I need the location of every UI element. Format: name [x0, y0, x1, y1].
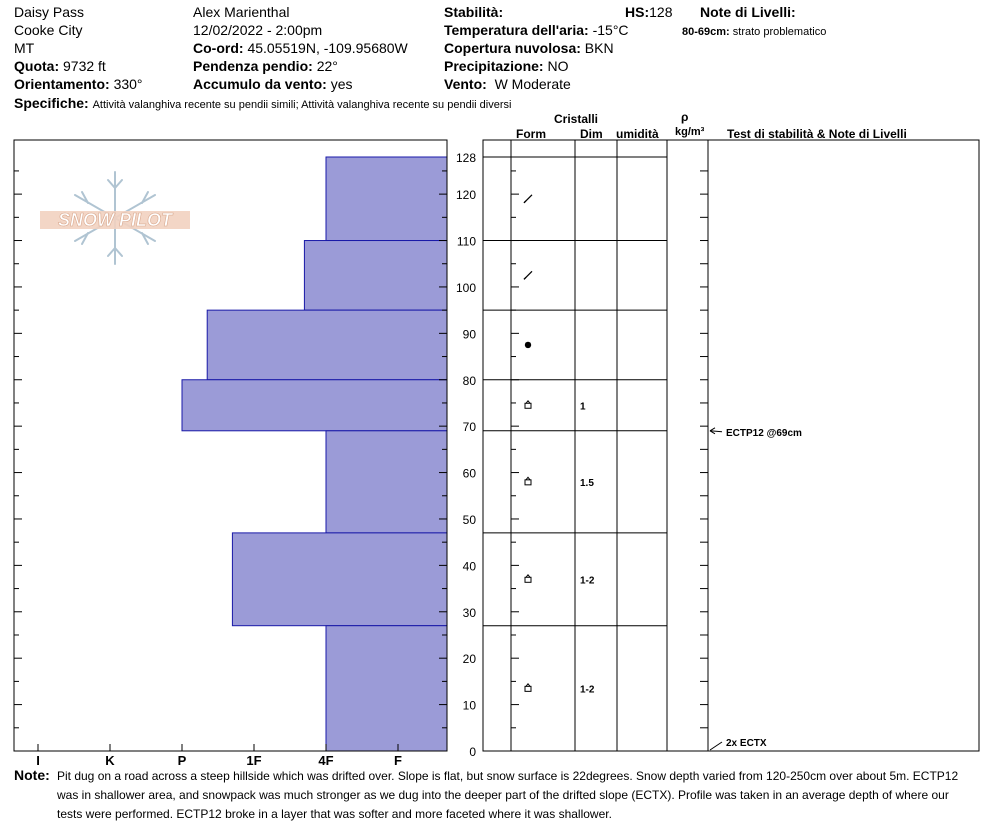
logo-text: SNOW PILOT: [58, 210, 172, 230]
hardness-bar: [304, 241, 447, 311]
hardness-tick-label: 4F: [318, 753, 334, 768]
slope-value: 22°: [316, 58, 338, 74]
observation-datetime: 12/02/2022 - 2:00pm: [193, 22, 323, 38]
depth-tick-label: 128: [455, 151, 476, 165]
hardness-tick-label: I: [36, 753, 40, 768]
wind-loading-value: yes: [330, 76, 353, 92]
coordinates-label: Co-ord:: [193, 40, 244, 56]
precip-label: Precipitazione:: [444, 58, 544, 74]
elevation-label: Quota:: [14, 58, 60, 74]
table-column-lines: [511, 140, 708, 751]
note-text: Pit dug on a road across a steep hillside which was drifted over. Slope is flat, but snow surface is 22degrees. Snow depth varied from 120-250cm over about 5m. ECTP12 was in shallower area, and snowpack was much stronger as we dug into the deeper part of the drifted slope (ECTX). Profile was taken in an average depth of where our tests were performed. ECTP12 broke in a layer that was softer and more faceted where it was shallower.: [57, 769, 959, 821]
grain-size-label: 1-2: [580, 575, 595, 587]
test-label: 2x ECTX: [726, 738, 767, 749]
snowpilot-logo: [40, 172, 190, 264]
depth-tick-label: 120: [455, 188, 476, 203]
depth-tick-label: 60: [462, 466, 476, 481]
test-label: ECTP12 @69cm: [726, 427, 802, 439]
hardness-tick-label: P: [177, 753, 187, 768]
hs-label: HS:: [625, 4, 650, 20]
hardness-bar: [182, 380, 447, 431]
grain-size-label: 1-2: [580, 684, 595, 696]
aspect-value: 330°: [113, 76, 143, 92]
elevation-value: 9732 ft: [63, 58, 106, 74]
observer-name: Alex Marienthal: [193, 4, 290, 20]
sky-value: BKN: [584, 40, 614, 56]
faceted-icon: [525, 480, 531, 485]
density-unit: kg/m³: [675, 126, 705, 138]
depth-tick-label: 110: [456, 234, 476, 249]
location-name: Daisy Pass: [14, 4, 85, 20]
specifics-value: Attività valanghiva recente su pendii simili; Attività valanghiva recente su pendii diversi: [92, 99, 512, 111]
density-symbol: ρ: [681, 110, 689, 124]
hardness-bar: [232, 533, 447, 626]
hardness-layers: [182, 157, 447, 751]
depth-tick-label: 80: [462, 373, 476, 388]
layer-cells: [524, 195, 595, 696]
hardness-bar: [207, 310, 447, 380]
faceted-icon: [525, 577, 531, 582]
rounded-grain-icon: [525, 342, 531, 348]
depth-tick-label: 70: [462, 420, 476, 435]
layer-note-text: strato problematico: [732, 26, 827, 38]
layer-table-frame: [483, 140, 979, 751]
hardness-bar: [326, 626, 447, 751]
depth-tick-label: 90: [462, 327, 476, 342]
air-temp-label: Temperatura dell'aria:: [444, 22, 589, 38]
depth-tick-label: 50: [462, 512, 476, 527]
decomposing-icon: [524, 277, 526, 279]
depth-tick-label: 20: [462, 652, 476, 667]
slope-label: Pendenza pendio:: [193, 58, 313, 74]
region-name: Cooke City: [14, 22, 83, 38]
left-minor-ticks: [14, 171, 22, 751]
size-header: Dim: [580, 127, 603, 141]
faceted-icon: [525, 403, 531, 408]
coordinates-value: 45.05519N, -109.95680W: [247, 40, 408, 56]
grain-size-label: 1.5: [580, 477, 594, 489]
hardness-tick-label: 1F: [246, 753, 262, 768]
note-label: Note:: [14, 767, 50, 783]
moisture-header: umidità: [616, 127, 659, 141]
tests-header: Test di stabilità & Note di Livelli: [727, 127, 907, 141]
aspect-label: Orientamento:: [14, 76, 110, 92]
hs-value: 128: [649, 4, 673, 20]
sky-label: Copertura nuvolosa:: [444, 40, 581, 56]
depth-axis: [439, 151, 708, 759]
form-header: Form: [516, 127, 546, 141]
precip-value: NO: [547, 58, 569, 74]
hardness-tick-label: F: [394, 753, 402, 768]
depth-tick-label: 10: [462, 698, 476, 713]
decomposing-icon: [524, 201, 526, 203]
wind-loading-label: Accumulo da vento:: [193, 76, 327, 92]
stability-label: Stabilità:: [444, 4, 504, 20]
wind-label: Vento:: [444, 76, 487, 92]
specifics-label: Specifiche:: [14, 95, 89, 111]
depth-tick-label: 40: [462, 559, 476, 574]
test-pointer: [710, 742, 722, 750]
crystals-header: Cristalli: [554, 112, 599, 126]
layer-notes-title: Note di Livelli:: [700, 4, 796, 20]
wind-value: W Moderate: [494, 76, 571, 92]
faceted-icon: [525, 686, 531, 691]
state-name: MT: [14, 40, 35, 56]
hardness-bar: [326, 431, 447, 533]
depth-tick-label: 100: [455, 280, 476, 295]
hardness-bar: [326, 157, 447, 241]
layer-note-range: 80-69cm:: [682, 26, 730, 38]
air-temp-value: -15°C: [592, 22, 629, 38]
grain-size-label: 1: [580, 401, 586, 413]
depth-tick-label: 30: [462, 605, 476, 620]
hardness-tick-label: K: [105, 753, 115, 768]
stability-tests: [710, 428, 802, 750]
depth-tick-label: 0: [469, 745, 476, 759]
